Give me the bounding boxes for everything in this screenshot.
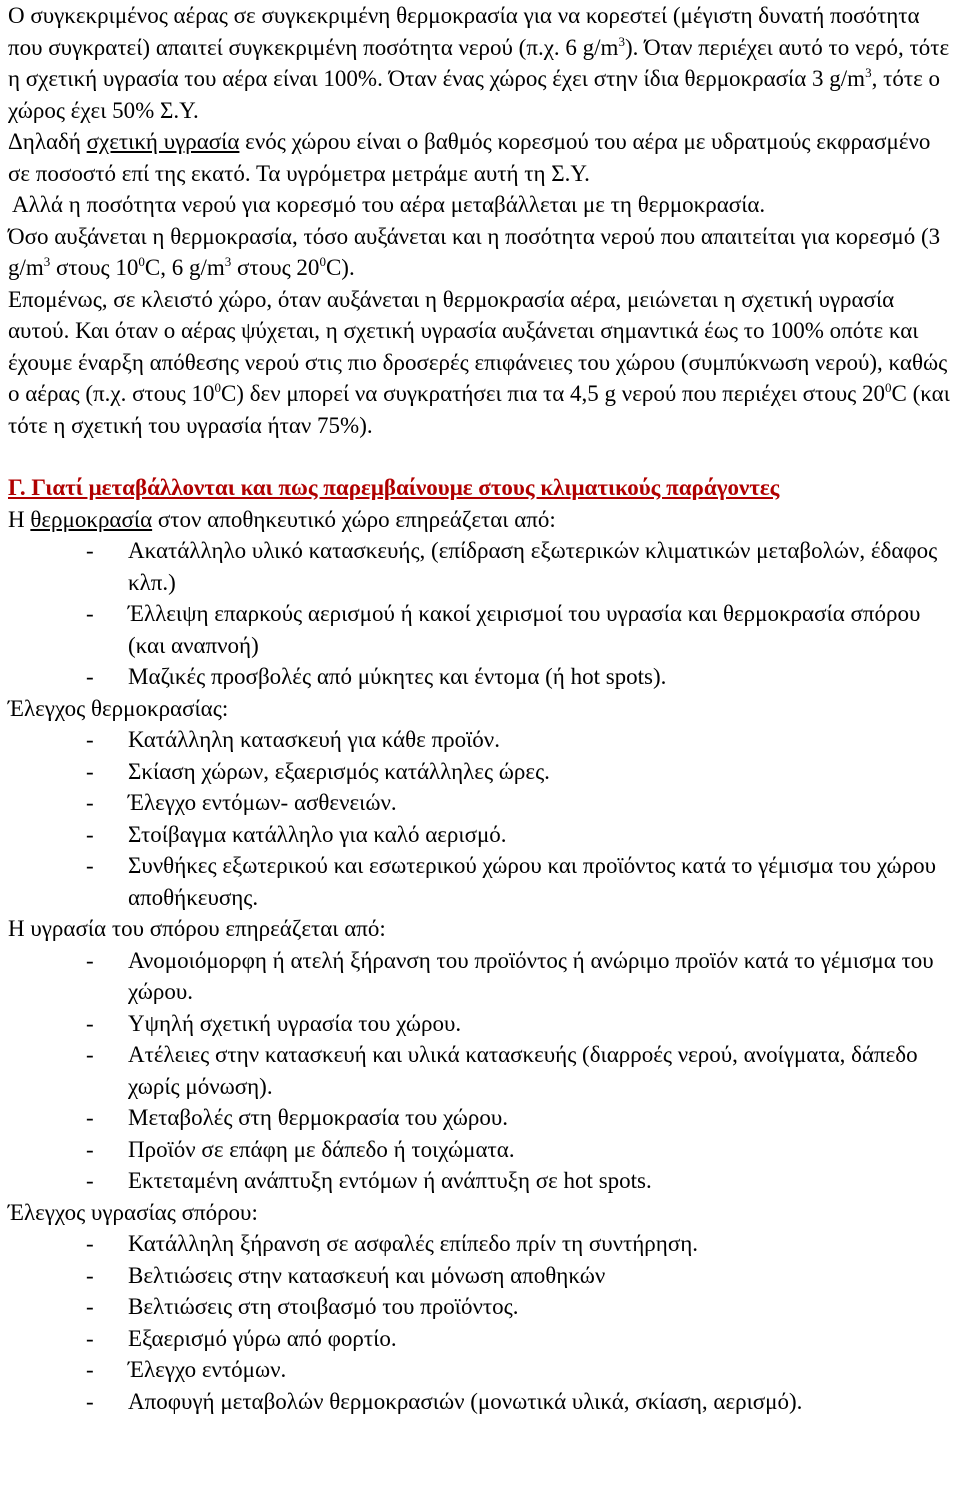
list-item (8, 1354, 952, 1386)
superscript: 0 (885, 380, 892, 395)
list-item-text: Αποφυγή μεταβολών θερμοκρασιών (μονωτικά υλικά, σκίαση, αερισμό). (128, 1388, 803, 1414)
list-item (8, 850, 952, 913)
list-item (8, 1260, 952, 1292)
text-run: στους 10 (50, 255, 139, 280)
dash-bullet: - (86, 1325, 94, 1351)
temperature-control-title: Έλεγχος θερμοκρασίας: (8, 695, 229, 721)
text-run: Δηλαδή (8, 129, 87, 154)
underlined-term: θερμοκρασία (30, 506, 153, 532)
list-item-text: Εκτεταμένη ανάπτυξη εντόμων ή ανάπτυξη σε hot spots. (128, 1168, 652, 1193)
dash-bullet: - (86, 1388, 94, 1414)
dash-bullet: - (86, 947, 94, 973)
list-item (8, 1039, 952, 1102)
list-item-text: Έλεγχο εντόμων. (128, 1357, 287, 1382)
list-item-text: Ακατάλληλο υλικό κατασκευής, (επίδραση εξωτερικών κλιματικών μεταβολών, έδαφος κλπ.) (128, 538, 938, 595)
text-run: Ο συγκεκριμένος αέρας σε συγκεκριμένη θερμοκρασία για να κορεστεί (μέγιστη δυνατή ποσότητα που συγκρατεί) απαιτεί συγκεκριμένη ποσότητα νερού (π.χ. 6 g/m (8, 3, 920, 60)
text-run: C) δεν μπορεί να συγκρατήσει πια τα 4,5 g νερού που περιέχει στους 20 (220, 381, 886, 406)
superscript: 0 (319, 254, 326, 269)
list-item-text: Ατέλειες στην κατασκευή και υλικά κατασκευής (διαρροές νερού, ανοίγματα, δάπεδο χωρίς μόνωση). (128, 1042, 918, 1099)
underlined-term: σχετική υγρασία (86, 129, 240, 154)
superscript: 3 (43, 254, 51, 269)
list-item-text: Βελτιώσεις στην κατασκευή και μόνωση αποθηκών (128, 1262, 606, 1288)
list-item (8, 1165, 952, 1197)
dash-bullet: - (86, 821, 94, 847)
list-item-text: Μεταβολές στη θερμοκρασία του χώρου. (128, 1105, 509, 1130)
list-item (8, 1134, 952, 1166)
list-item-text: Σκίαση χώρων, εξαερισμός κατάλληλες ώρες. (128, 758, 550, 784)
text-run: C). (325, 255, 355, 280)
dash-bullet: - (86, 1231, 94, 1256)
list-item (8, 1291, 952, 1323)
list-item (8, 1386, 952, 1418)
list-item-text: Έλεγχο εντόμων- ασθενειών. (128, 790, 397, 815)
list-item (8, 945, 952, 1008)
dash-bullet: - (86, 601, 94, 626)
paragraph-temperature-change: Αλλά η ποσότητα νερού για κορεσμό του αέρα μεταβάλλεται με τη θερμοκρασία. (12, 192, 766, 217)
superscript: 3 (865, 65, 872, 80)
dash-bullet: - (86, 1294, 94, 1319)
list-item-text: Κατάλληλη ξήρανση σε ασφαλές επίπεδο πρίν τη συντήρηση. (128, 1231, 698, 1256)
superscript: 0 (138, 254, 145, 269)
list-item-text: Έλλειψη επαρκούς αερισμού ή κακοί χειρισμοί του υγρασία και θερμοκρασία σπόρου (και αναπνοή) (128, 601, 921, 658)
temperature-intro (8, 504, 952, 536)
dash-bullet: - (86, 1357, 94, 1382)
text-run: ). Όταν περιέχει αυτό το νερό, τότε η σχετική υγρασία του αέρα είναι 100%. Όταν ένας χώρος έχει στην ίδια θερμοκρασία 3 g/m (8, 34, 950, 91)
list-item-text: Υψηλή σχετική υγρασία του χώρου. (128, 1010, 462, 1036)
list-item-text: Κατάλληλη κατασκευή για κάθε προϊόν. (128, 727, 500, 752)
list-item (8, 787, 952, 819)
humidity-causes-list (8, 945, 952, 1197)
text-run: Η (8, 506, 31, 532)
text-run: , τότε ο χώρος έχει 50% Σ.Υ. (8, 66, 940, 123)
list-item-text: Μαζικές προσβολές από μύκητες και έντομα (ή hot spots). (128, 664, 667, 689)
dash-bullet: - (86, 664, 94, 689)
list-item-text: Προϊόν σε επάφη με δάπεδο ή τοιχώματα. (128, 1136, 515, 1162)
dash-bullet: - (86, 853, 94, 878)
list-item-text: Συνθήκες εξωτερικού και εσωτερικού χώρου και προϊόντος κατά το γέμισμα του χώρου αποθήκευσης. (128, 853, 937, 910)
humidity-control-list (8, 1228, 952, 1417)
list-item (8, 756, 952, 788)
dash-bullet: - (86, 1136, 94, 1162)
list-item (8, 819, 952, 851)
text-run: C, 6 g/m (144, 255, 225, 280)
dash-bullet: - (86, 538, 94, 563)
dash-bullet: - (86, 1168, 94, 1193)
text-run: ενός χώρου είναι ο βαθμός κορεσμού του αέρα με υδρατμούς εκφρασμένο σε ποσοστό επί της εκατό. Τα υγρόμετρα μετράμε αυτή τη Σ.Υ. (8, 129, 931, 186)
list-item (8, 1008, 952, 1040)
list-item-text: Ανομοιόμορφη ή ατελή ξήρανση του προϊόντος ή ανώριμο προϊόν κατά το γέμισμα του χώρου. (128, 947, 934, 1004)
list-item (8, 598, 952, 661)
superscript: 0 (214, 380, 221, 395)
dash-bullet: - (86, 1262, 94, 1288)
list-item-text: Στοίβαγμα κατάλληλο για καλό αερισμό. (128, 821, 507, 847)
section-heading: Γ. Γιατί μεταβάλλονται και πως παρεμβαίνουμε στους κλιματικούς παράγοντες (8, 475, 780, 500)
list-item (8, 1102, 952, 1134)
superscript: 3 (224, 254, 232, 269)
text-run: στον αποθηκευτικό χώρο επηρεάζεται από: (152, 506, 556, 532)
list-item (8, 661, 952, 693)
superscript: 3 (618, 33, 625, 49)
text-run: Όσο αυξάνεται η θερμοκρασία, τόσο αυξάνεται και η ποσότητα νερού που απαιτείται για κορεσμό (3 g/m (8, 223, 941, 280)
paragraph-saturation (8, 0, 952, 189)
temperature-causes-list (8, 535, 952, 693)
paragraph-condensation (8, 284, 952, 442)
dash-bullet: - (86, 1042, 94, 1067)
temperature-control-list (8, 724, 952, 913)
list-item (8, 724, 952, 756)
dash-bullet: - (86, 790, 94, 815)
text-run: Επομένως, σε κλειστό χώρο, όταν αυξάνεται η θερμοκρασία αέρα, μειώνεται η σχετική υγρασία αυτού. Και όταν ο αέρας ψύχεται, η σχετική υγρασία αυξάνεται σημαντικά έως το 100% οπότε και έχουμε έναρξη απόθεσης νερού στις πιο δροσερές επιφάνειες του χώρου (συμπύκνωση νερού), καθώς ο αέρας (π.χ. στους 10 (8, 286, 948, 406)
text-run: C (και τότε η σχετική του υγρασία ήταν 75%). (8, 381, 950, 438)
text-run: στους 20 (231, 255, 320, 280)
list-item-text: Βελτιώσεις στη στοιβασμό του προϊόντος. (128, 1294, 519, 1319)
dash-bullet: - (86, 1010, 94, 1036)
list-item (8, 1323, 952, 1355)
humidity-intro: Η υγρασία του σπόρου επηρεάζεται από: (8, 916, 386, 941)
list-item-text: Εξαερισμό γύρω από φορτίο. (128, 1325, 397, 1351)
list-item (8, 535, 952, 598)
paragraph-water-amount (8, 221, 952, 284)
dash-bullet: - (86, 758, 94, 784)
list-item (8, 1228, 952, 1260)
humidity-control-title: Έλεγχος υγρασίας σπόρου: (8, 1199, 258, 1225)
dash-bullet: - (86, 1105, 94, 1130)
dash-bullet: - (86, 727, 94, 752)
